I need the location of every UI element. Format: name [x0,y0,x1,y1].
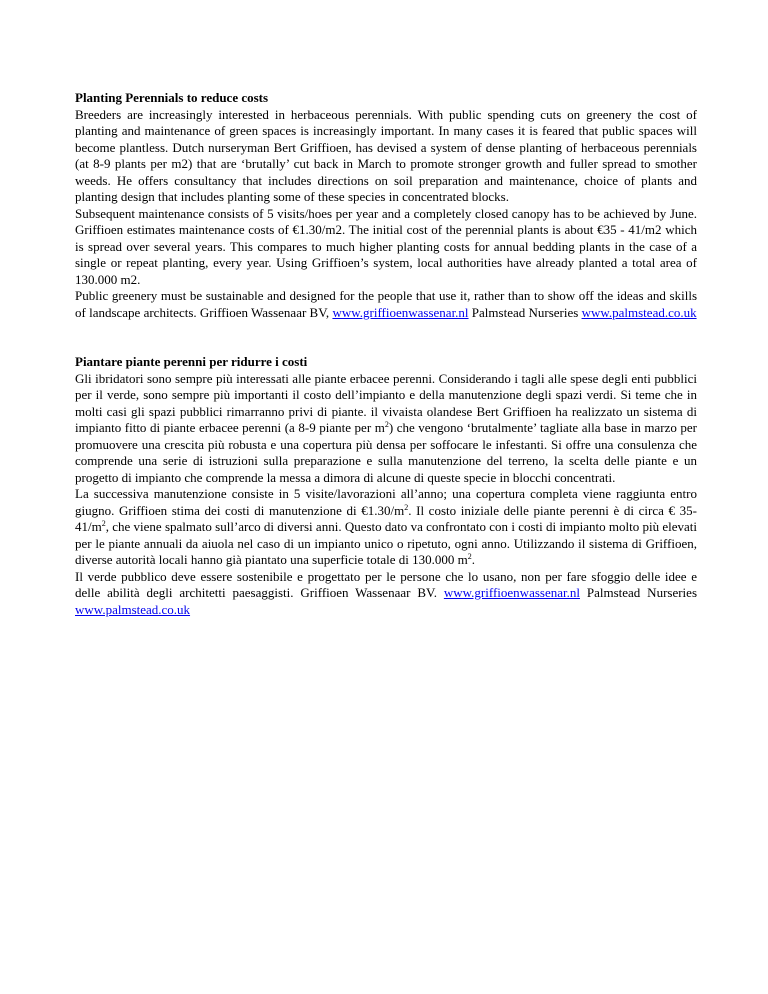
griffioen-link[interactable]: www.griffioenwassenar.nl [332,304,469,320]
english-title: Planting Perennials to reduce costs [75,90,269,105]
palmstead-link[interactable]: www.palmstead.co.uk [581,304,697,320]
italian-paragraph-2-part-c: , che viene spalmato sull’arco di diversi anni. Questo dato va confrontato con i costi di impianto molto più elevati per le piante annuali da aiuola nel caso di un impianto unico o ripetuto, ogni anno. Utilizzando il sistema di Griffioen, diverse autorità locali hanno già piantato una superficie totale di 130.000 m [75,519,697,567]
superscript-2: 2 [404,502,409,512]
superscript-2: 2 [467,552,472,561]
italian-paragraph-1-part-b: ) che vengono ‘brutalmente’ tagliate alla base in marzo per promuovere una crescita più robusta e una copertura più densa per soffocare le infestanti. Si offre una consulenza che comprende una serie di istruzioni sulla preparazione e sulla manutenzione del terreno, la scelta delle piante e un progetto di impianto che comprende la messa a dimora di alcune di queste specie in blocchi concentrati. [75,420,698,485]
palmstead-link-it[interactable]: www.palmstead.co.uk [75,601,191,617]
italian-title: Piantare piante perenni per ridurre i costi [75,354,308,369]
italian-paragraph-2-part-b: . Il costo iniziale delle piante perenni è di circa € 35-41/m [75,502,697,534]
italian-paragraph-3 [75,569,697,619]
english-section [75,90,697,321]
italian-paragraph-2-part-d: . [471,552,476,567]
italian-paragraph-1-part-a: Gli ibridatori sono sempre più interessati alle piante erbacee perenni. Considerando i tagli alle spese degli enti pubblici per il verde, sono sempre più importanti il costo dell’impianto e della manutenzione degli spazi verdi. Si teme che in molti casi gli spazi pubblici rimarranno privi di piante. il vivaista olandese Bert Griffioen ha realizzato un sistema di impianto fitto di piante erbacee perenni (a 8-9 piante per m [75,370,697,435]
english-paragraph-3 [75,288,697,321]
document-page [75,90,697,618]
english-paragraph-2: Subsequent maintenance consists of 5 visits/hoes per year and a completely closed canopy has to be achieved by June. Griffioen estimates maintenance costs of €1.30/m2. The initial cost of the perennial plants is about €35 - 41/m2 which is spread over several years. This compares to much higher planting costs for annual bedding plants in the case of a single or repeat planting, every year. Using Griffioen’s system, local authorities have already planted a total area of 130.000 m2. [75,205,697,287]
italian-paragraph-1 [75,371,697,487]
italian-section [75,354,697,618]
superscript-2: 2 [384,420,389,429]
griffioen-link-it[interactable]: www.griffioenwassenar.nl [443,585,580,600]
italian-paragraph-2-part-a: La successiva manutenzione consiste in 5 visite/lavorazioni all’anno; una copertura completa viene raggiunta entro giugno. Griffioen stima dei costi di manutenzione di €1.30/m [75,486,697,518]
english-paragraph-3-text: Public greenery must be sustainable and designed for the people that use it, rather than to show off the ideas and skills of landscape architects. Griffioen Wassenaar BV, [75,288,697,320]
italian-paragraph-3-text: Il verde pubblico deve essere sostenibile e progettato per le persone che lo usano, non per fare sfoggio delle idee e delle abilità degli architetti paesaggisti. Griffioen Wassenaar BV. [75,568,697,600]
superscript-2: 2 [101,519,106,528]
palmstead-label-it: Palmstead Nurseries [586,585,697,600]
italian-paragraph-2 [75,486,697,569]
palmstead-label: Palmstead Nurseries [471,304,579,320]
english-paragraph-1: Breeders are increasingly interested in herbaceous perennials. With public spending cuts on greenery the cost of planting and maintenance of green spaces is increasingly important. In many cases it is feared that public spaces will become plantless. Dutch nurseryman Bert Griffioen, has devised a system of dense planting of herbaceous perennials (at 8-9 plants per m2) that are ‘brutally’ cut back in March to promote stronger growth and fuller spread to smother weeds. He offers consultancy that includes directions on soil preparation and maintenance, choice of plants and planting design that includes planting some of these species in concentrated blocks. [75,106,697,204]
